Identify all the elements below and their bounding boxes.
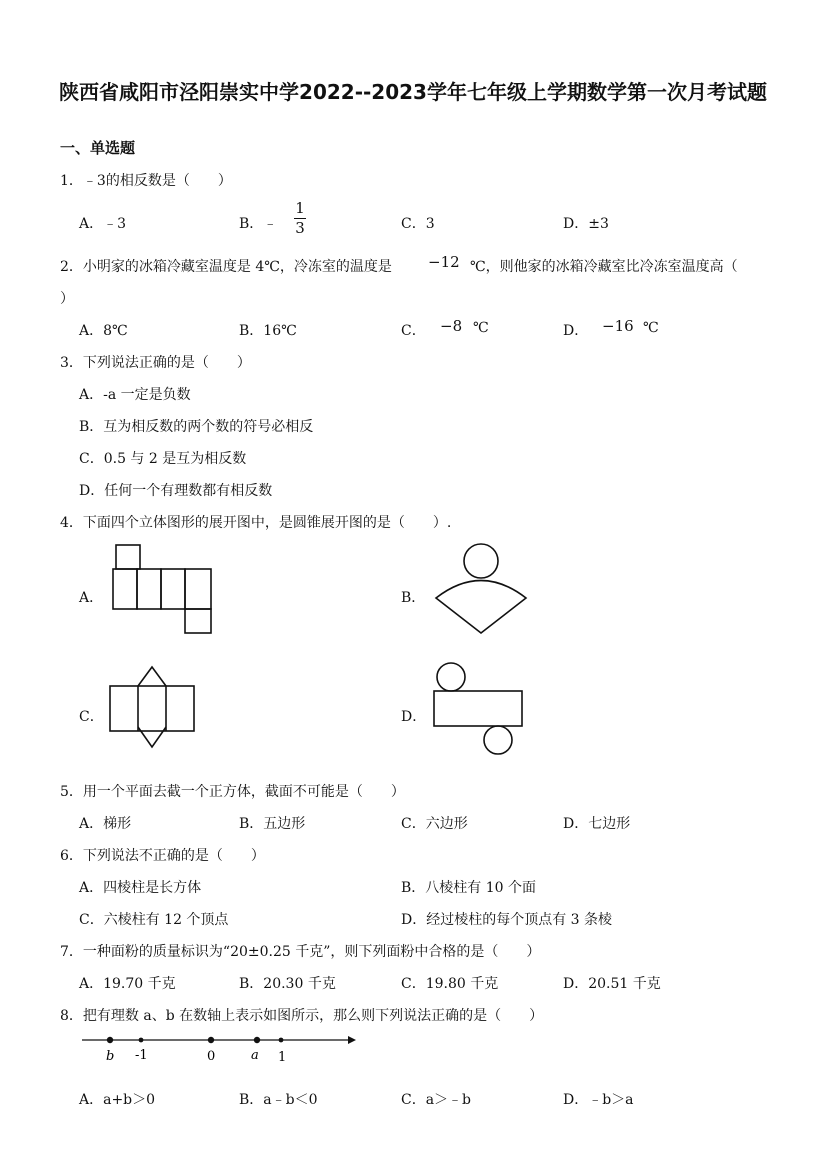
q5-option-d: D．七边形 bbox=[563, 816, 631, 832]
q2-stem-part1: 2．小明家的冰箱冷藏室温度是 4℃，冷冻室的温度是 bbox=[60, 259, 392, 275]
label-zero: 0 bbox=[207, 1049, 216, 1064]
q3-stem: 3．下列说法正确的是（ ） bbox=[60, 355, 251, 371]
label-one: 1 bbox=[278, 1050, 287, 1065]
exam-title: 陕西省咸阳市泾阳崇实中学2022--2023学年七年级上学期数学第一次月考试题 bbox=[59, 80, 767, 104]
q2-option-d-unit: ℃ bbox=[643, 320, 659, 336]
tick-zero bbox=[208, 1037, 214, 1043]
q2-option-d-value: −16 bbox=[602, 317, 634, 335]
q1-option-b: B．﹣ bbox=[239, 216, 278, 232]
q7-stem: 7．一种面粉的质量标识为“20±0.25 千克”，则下列面粉中合格的是（ ） bbox=[60, 944, 541, 960]
tick-neg1 bbox=[139, 1038, 144, 1043]
q5-option-a: A．梯形 bbox=[79, 816, 132, 832]
q1-option-a: A．﹣3 bbox=[79, 216, 127, 232]
q6-option-c: C．六棱柱有 12 个顶点 bbox=[79, 912, 229, 928]
fraction-denominator: 3 bbox=[295, 219, 305, 237]
q6-stem: 6．下列说法不正确的是（ ） bbox=[60, 848, 265, 864]
q2-option-c-value: −8 bbox=[440, 317, 463, 335]
section-heading: 一、单选题 bbox=[60, 139, 136, 157]
q1-option-c: C．3 bbox=[401, 216, 435, 232]
q8-option-b: B．a﹣b＜0 bbox=[239, 1092, 318, 1108]
point-b bbox=[107, 1037, 113, 1043]
q4-option-d-label: D． bbox=[401, 709, 427, 725]
q2-option-c-prefix: C． bbox=[401, 323, 426, 339]
q6-option-d: D．经过棱柱的每个顶点有 3 条棱 bbox=[401, 912, 613, 928]
q2-option-d-prefix: D． bbox=[563, 323, 589, 339]
q7-option-d: D．20.51 千克 bbox=[563, 976, 661, 992]
q8-option-a: A．a+b＞0 bbox=[79, 1092, 156, 1108]
q2-option-c-unit: ℃ bbox=[473, 320, 489, 336]
label-neg1: -1 bbox=[135, 1048, 148, 1063]
q6-option-b: B．八棱柱有 10 个面 bbox=[401, 880, 537, 896]
q6-option-a: A．四棱柱是长方体 bbox=[79, 880, 202, 896]
q8-option-c: C．a＞﹣b bbox=[401, 1092, 472, 1108]
q8-option-d: D．﹣b＞a bbox=[563, 1092, 634, 1108]
number-line bbox=[80, 1030, 365, 1064]
q2-option-b: B．16℃ bbox=[239, 323, 297, 339]
q4-stem: 4．下面四个立体图形的展开图中，是圆锥展开图的是（ ）. bbox=[60, 515, 452, 531]
fraction-numerator: 1 bbox=[295, 199, 305, 217]
label-a: a bbox=[251, 1048, 259, 1063]
number-line-arrow bbox=[348, 1036, 356, 1044]
q3-option-d: D．任何一个有理数都有相反数 bbox=[79, 483, 273, 499]
q8-stem: 8．把有理数 a、b 在数轴上表示如图所示，那么则下列说法正确的是（ ） bbox=[60, 1008, 544, 1024]
q3-option-b: B．互为相反数的两个数的符号必相反 bbox=[79, 419, 314, 435]
q4-option-b-figure bbox=[430, 543, 534, 637]
label-b: b bbox=[106, 1049, 115, 1064]
q5-option-c: C．六边形 bbox=[401, 816, 468, 832]
q4-option-a-figure bbox=[108, 540, 218, 636]
q7-option-a: A．19.70 千克 bbox=[79, 976, 176, 992]
point-a bbox=[254, 1037, 260, 1043]
q2-stem-part2: ℃，则他家的冰箱冷藏室比冷冻室温度高（ bbox=[470, 259, 738, 275]
q4-option-d-figure bbox=[430, 660, 526, 756]
q5-option-b: B．五边形 bbox=[239, 816, 306, 832]
q2-stem-part3: ） bbox=[60, 291, 74, 307]
q3-option-c: C．0.5 与 2 是互为相反数 bbox=[79, 451, 247, 467]
q4-option-c-figure bbox=[106, 663, 198, 731]
q5-stem: 5．用一个平面去截一个正方体，截面不可能是（ ） bbox=[60, 784, 405, 800]
q4-option-c-label: C． bbox=[79, 709, 104, 725]
q7-option-b: B．20.30 千克 bbox=[239, 976, 336, 992]
q3-option-a: A．-a 一定是负数 bbox=[79, 387, 191, 403]
q2-stem-value: −12 bbox=[428, 253, 460, 271]
q4-option-a-label: A． bbox=[79, 590, 104, 606]
q7-option-c: C．19.80 千克 bbox=[401, 976, 499, 992]
q1-option-b-fraction bbox=[294, 200, 306, 237]
tick-one bbox=[279, 1038, 284, 1043]
q1-stem: 1．﹣3的相反数是（ ） bbox=[60, 173, 232, 189]
q1-option-d: D．±3 bbox=[563, 216, 609, 232]
q2-option-a: A．8℃ bbox=[79, 323, 128, 339]
q4-option-b-label: B． bbox=[401, 590, 426, 606]
